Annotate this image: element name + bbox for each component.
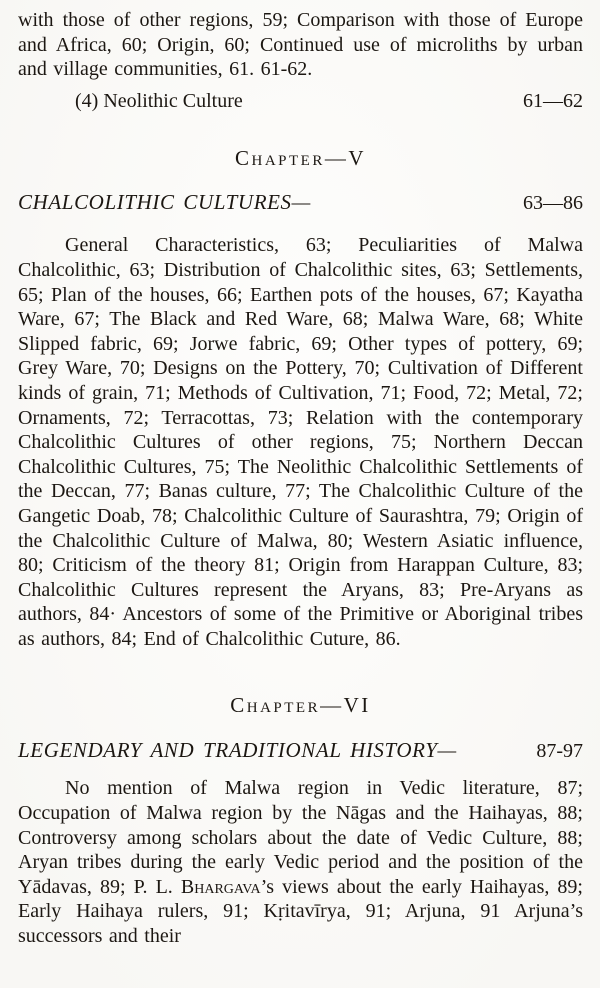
- chapter-vi-body: [18, 776, 583, 948]
- chapter-vi-pages: 87-97: [536, 740, 583, 763]
- chapter-vi-body-pre: No mention of Malwa region in Vedic literature, 87; Occupation of Malwa region by the Nāgas and the Haihayas, 88; Controversy among scholars about the date of Vedic Culture, 88; Aryan tribes during the early Vedic period and the position of the Yādavas, 89; P. L.: [18, 777, 583, 898]
- toc-subentry-neolithic-culture: [18, 89, 583, 114]
- chapter-vi-body-smallcaps-name: Bhargava: [180, 875, 261, 898]
- chapter-v-title-row: [18, 190, 583, 215]
- chapter-vi-heading: Chapter—VI: [230, 693, 371, 718]
- chapter-v-title: CHALCOLITHIC CULTURES—: [18, 190, 311, 215]
- chapter-v-pages: 63—86: [523, 192, 583, 215]
- chapter-v-heading: Chapter—V: [234, 146, 366, 171]
- chapter-vi-title: LEGENDARY AND TRADITIONAL HISTORY—: [18, 738, 457, 763]
- chapter-vi-title-row: [18, 738, 583, 763]
- chapter-v-body: General Characteristics, 63; Peculiarities of Malwa Chalcolithic, 63; Distribution of Chalcolithic sites, 63; Settlements, 65; Plan of the houses, 66; Earthen pots of the houses, 67; Kayatha Ware, 67; The Black and Red Ware, 68; Malwa Ware, 68; White Slipped fabric, 69; Jorwe fabric, 69; Other types of pottery, 69; Grey Ware, 70; Designs on the Pottery, 70; Cultivation of Different kinds of grain, 71; Methods of Cultivation, 71; Food, 72; Metal, 72; Ornaments, 72; Terracottas, 73; Relation with the contemporary Chalcolithic Cultures of other regions, 75; Northern Deccan Chalcolithic Cultures, 75; The Neolithic Chalcolithic Settlements of the Deccan, 77; Banas culture, 77; The Chalcolithic Culture of the Gangetic Doab, 78; Chalcolithic Culture of Saurashtra, 79; Origin of the Chalcolithic Culture of Malwa, 80; Western Asiatic influence, 80; Criticism of the theory 81; Origin from Harappan Culture, 83; Chalcolithic Cultures represent the Aryans, 83; Pre-Aryans as authors, 84· Ancestors of some of the Primitive or Aboriginal tribes as authors, 84; End of Chalcolithic Cuture, 86.: [18, 234, 583, 650]
- subentry-label: (4) Neolithic Culture: [75, 89, 243, 112]
- subentry-pages: 61—62: [523, 89, 583, 112]
- chapter-vi-body-post: ’s views about the early Haihayas, 89; Early Haihaya rulers, 91; Kṛitavīrya, 91; Arjuna, 91 Arjuna’s successors and their: [18, 875, 583, 948]
- continuation-paragraph: with those of other regions, 59; Comparison with those of Europe and Africa, 60; Origin, 60; Continued use of microliths by urban and village communities, 61. 61-62.: [18, 9, 583, 81]
